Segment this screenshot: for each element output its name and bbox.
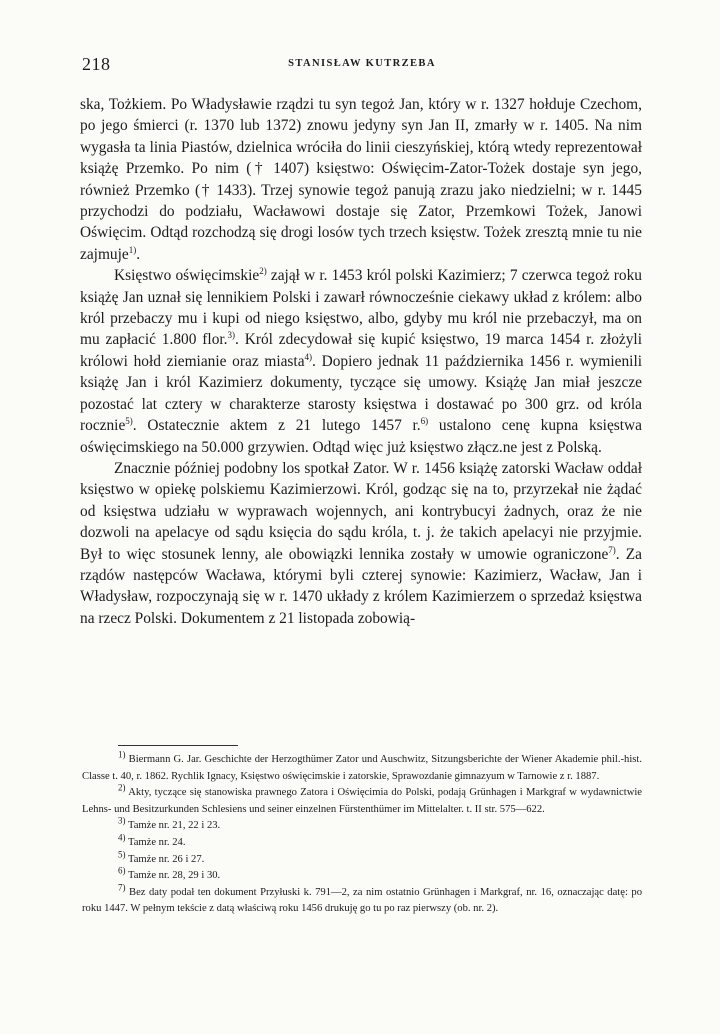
footnotes — [82, 749, 642, 918]
footnote-text: Biermann G. Jar. Geschichte der Herzogthümer Zator und Auschwitz, Sitzungsberichte der Wiener Akademie phil.-hist. Classe t. 40, r. 1862. Rychlik Ignacy, Księstwo oświęcimskie i zatorskie, Sprawozdanie gimnazyum w Tarnowie z r. 1887. — [82, 754, 642, 782]
paragraph-text: . Król zdecydował się kupić księstwo, 19 marca 1454 r. złożyli królowi hołd ziemianie oraz miasta — [80, 331, 642, 370]
footnote-mark: 7) — [118, 882, 126, 893]
footnote-text: Tamże nr. 21, 22 i 23. — [125, 820, 221, 832]
paragraph — [80, 94, 642, 265]
footnote — [82, 815, 642, 835]
footnote-mark: 1) — [118, 749, 126, 760]
footnote — [82, 865, 642, 885]
footnote-text: Akty, tyczące się stanowiska prawnego Zatora i Oświęcimia do Polski, podają Grünhagen i Markgraf w wydawnictwie Lehns- und Besitzurkunden Schlesiens und seiner einzelnen Fürstenthümer im Mittelalter. t. II str. 575—622. — [82, 787, 642, 815]
body-text — [80, 94, 642, 629]
paragraph — [80, 265, 642, 458]
footnote-ref: 1) — [128, 244, 137, 255]
paragraph-text: . — [136, 245, 141, 263]
footnote — [82, 782, 642, 818]
footnote-ref: 7) — [608, 544, 616, 555]
footnote-text: Tamże nr. 28, 29 i 30. — [125, 870, 221, 882]
footnote-ref: 6) — [420, 415, 429, 426]
paragraph-text: . Za rządów następców Wacława, którymi byli czterej synowie: Kazimierz, Wacław, Jan i Władysław, rozpoczynają się w r. 1470 układy z królem Kazimierzem o sprzedaż księstwa na rzecz Polski. Dokumentem z 21 listopada zobowią- — [80, 545, 642, 627]
footnote — [82, 749, 642, 785]
footnote-ref: 2) — [259, 266, 267, 277]
footnote-mark: 3) — [118, 815, 126, 826]
footnote-ref: 3) — [227, 330, 236, 341]
footnote — [82, 832, 642, 852]
footnote-text: Bez daty podał ten dokument Przyłuski k. 791—2, za nim ostatnio Grünhagen i Markgraf, nr. 16, oznaczając datę: po roku 1447. W pełnym tekście z datą właściwą roku 1456 drukuję go tu po raz pierwszy (ob. nr. 2). — [82, 886, 642, 915]
footnote-text: Tamże nr. 24. — [125, 836, 186, 848]
footnote — [82, 849, 642, 869]
footnote-separator — [118, 745, 238, 746]
page-number: 218 — [82, 54, 111, 74]
paragraph — [80, 458, 642, 629]
footnote-ref: 4) — [304, 351, 313, 362]
paragraph-text: . Dopiero jednak 11 października 1456 r. wymienili książę Jan i król Kazimierz dokumenty, tyczące się umowy. Książę Jan miał jeszcze pozostać lat cztery w charakterze starosty księstwa i dostawać po 300 grz. od króla rocznie — [80, 352, 642, 435]
paragraph-text: Znacznie później podobny los spotkał Zator. W r. 1456 książę zatorski Wacław oddał księstwo w opiekę polskiemu Kazimierzowi. Król, godząc się na to, przyrzekał nie żądać od księstwa udziału w wyprawach wojennych, ani kontrybucyi żadnych, oraz że nie dozwoli na apelacye od sądu księcia do sądu króla, t. j. że takich apelacyi nie przyjmie. Był to więc stosunek lenny, ale obowiązki lennika zostały w umowie ograniczone — [80, 459, 642, 563]
footnote-ref: 5) — [125, 415, 133, 426]
footnote — [82, 882, 642, 918]
paragraph-text: ska, Tożkiem. Po Władysławie rządzi tu syn tegoż Jan, który w r. 1327 hołduje Czechom, po jego śmierci (r. 1370 lub 1372) znowu jedyny syn Jan II, zmarły w r. 1405. Na nim wygasła ta linia Piastów, dzielnica wróciła do linii cieszyńskiej, którą wtedy reprezentował książę Przemko. Po nim († 1407) księstwo: Oświęcim-Zator-Tożek dostaje syn jego, również Przemko († 1433). Trzej synowie tegoż panują zrazu jako niedzielni; w r. 1445 przychodzi do podziału, Wacławowi dostaje się Zator, Przemkowi Tożek, Janowi Oświęcim. Odtąd rozchodzą się drogi losów tych trzech księstw. Tożek zresztą mnie tu nie zajmuje — [80, 96, 642, 263]
footnote-text: Tamże nr. 26 i 27. — [125, 853, 205, 865]
paragraph-text: ustalono cenę kupna księstwa oświęcimskiego na 50.000 grzywien. Odtąd więc już księstwo złącz.ne jest z Polską. — [80, 417, 642, 456]
footnote-mark: 2) — [118, 782, 126, 793]
page-header — [82, 54, 642, 76]
footnote-mark: 6) — [118, 865, 126, 876]
footnote-mark: 4) — [118, 832, 126, 843]
paragraph-text: zajął w r. 1453 król polski Kazimierz; 7 czerwca tegoż roku książę Jan uznał się lennikiem Polski i zawarł równocześnie ciekawy układ z królem: albo król przebaczy mu i kupi od niego księstwo, albo, gdyby mu król nie przebaczył, ma on mu zapłacić 1.800 flor. — [80, 267, 642, 349]
paragraph-text: Księstwo oświęcimskie — [114, 267, 260, 285]
footnote-mark: 5) — [118, 849, 126, 860]
running-head: STANISŁAW KUTRZEBA — [288, 58, 436, 69]
paragraph-text: . Ostatecznie aktem z 21 lutego 1457 r. — [132, 417, 421, 435]
